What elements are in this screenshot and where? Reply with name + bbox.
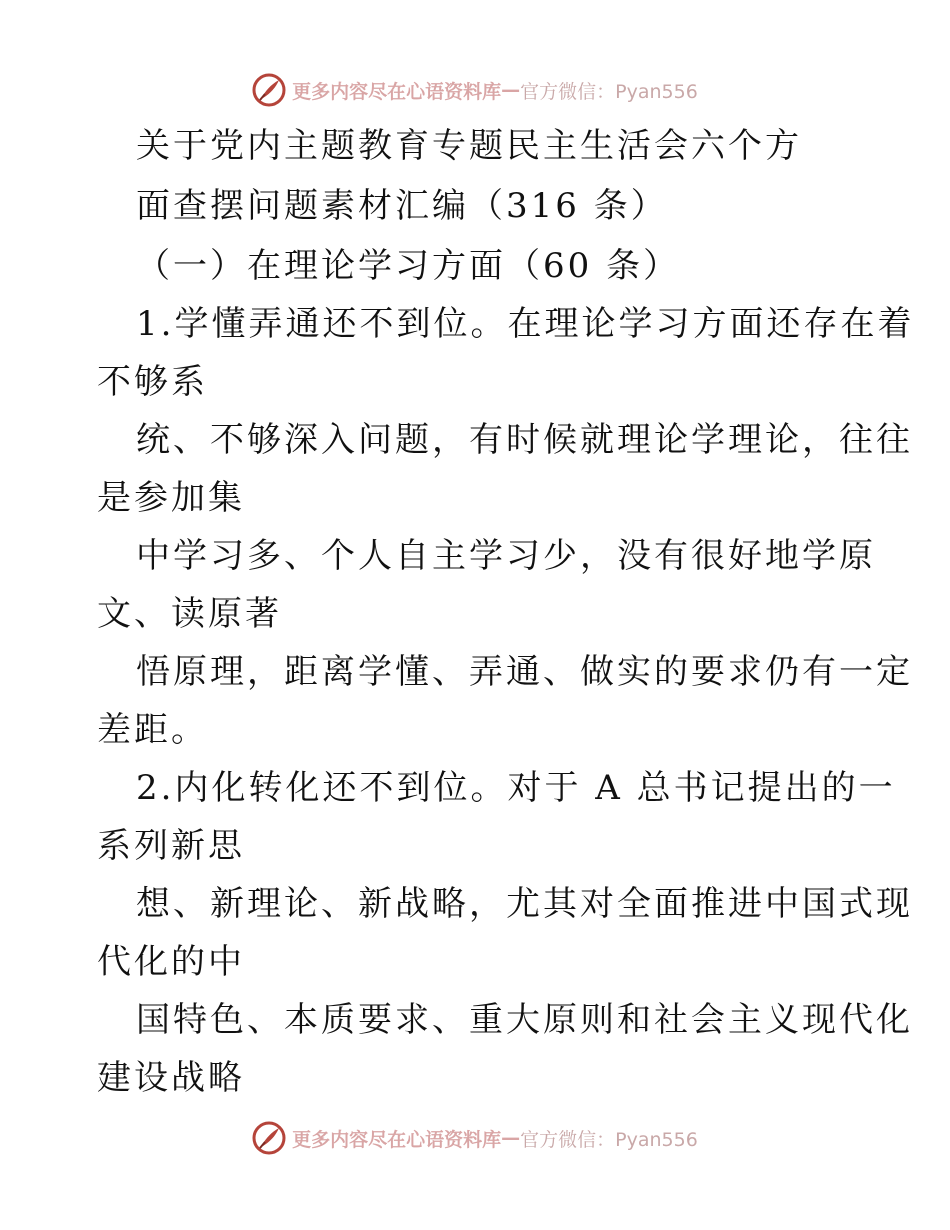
paragraph-line: 2.内化转化还不到位。对于 A 总书记提出的一	[136, 768, 896, 808]
watermark-contact: 官方微信：Pyan556	[520, 80, 698, 103]
document-title-line-1: 关于党内主题教育专题民主生活会六个方	[136, 126, 802, 166]
paragraph-line: 悟原理，距离学懂、弄通、做实的要求仍有一定	[136, 652, 913, 692]
paragraph-line: 文、读原著	[97, 594, 282, 634]
watermark-contact: 官方微信：Pyan556	[520, 1128, 698, 1151]
paragraph-line: 统、不够深入问题，有时候就理论学理论，往往	[136, 420, 913, 460]
feather-pen-logo-icon	[252, 1121, 286, 1155]
paragraph-line: 中学习多、个人自主学习少，没有很好地学原	[136, 536, 876, 576]
top-watermark-banner	[0, 70, 950, 110]
bottom-watermark-banner	[0, 1118, 950, 1158]
watermark-dash: —	[501, 1127, 521, 1149]
paragraph-line: 差距。	[97, 710, 208, 750]
paragraph-line: 是参加集	[97, 478, 245, 518]
paragraph-line: 建设战略	[97, 1058, 245, 1098]
section-heading: （一）在理论学习方面（60 条）	[136, 246, 681, 286]
paragraph-line: 不够系	[97, 362, 208, 402]
paragraph-line: 1.学懂弄通还不到位。在理论学习方面还存在着	[136, 304, 915, 344]
document-title-line-2: 面查摆问题素材汇编（316 条）	[136, 186, 668, 226]
watermark-dash: —	[501, 79, 521, 101]
watermark-ad-text: 更多内容尽在心语资料库	[292, 1128, 502, 1151]
watermark-ad-text: 更多内容尽在心语资料库	[292, 80, 502, 103]
paragraph-line: 国特色、本质要求、重大原则和社会主义现代化	[136, 1000, 913, 1040]
paragraph-line: 想、新理论、新战略，尤其对全面推进中国式现	[136, 884, 913, 924]
feather-pen-logo-icon	[252, 73, 286, 107]
paragraph-line: 代化的中	[97, 942, 245, 982]
paragraph-line: 系列新思	[97, 826, 245, 866]
